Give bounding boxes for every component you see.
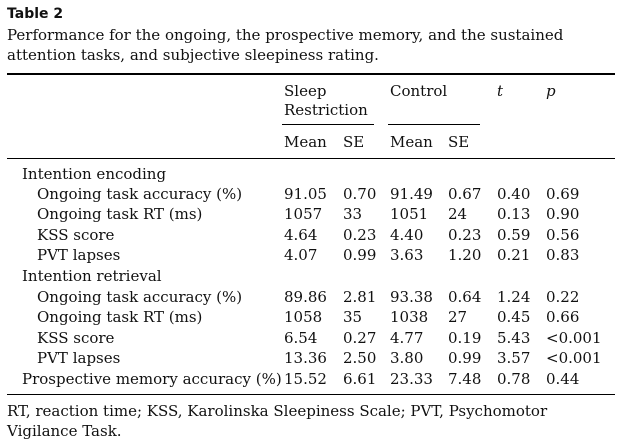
cell-c-se: 0.99 (448, 349, 482, 367)
cell-sr-mean: 15.52 (284, 370, 327, 388)
cell-sr-mean: 4.64 (284, 226, 318, 244)
cell-c-se: 7.48 (448, 370, 482, 388)
cell-sr-mean: 89.86 (284, 288, 327, 306)
group-rule-sleep (282, 124, 374, 125)
cell-sr-se: 33 (343, 205, 363, 223)
cell-c-se: 0.64 (448, 288, 482, 306)
header-rule (7, 158, 615, 159)
cell-t: 0.59 (497, 226, 531, 244)
section-intention-retrieval: Intention retrieval (22, 267, 162, 285)
header-sleep-restriction-2: Restriction (284, 101, 368, 119)
subheader-mean-sleep: Mean (284, 133, 327, 151)
row-label: Prospective memory accuracy (%) (22, 370, 282, 388)
cell-c-mean: 4.77 (390, 329, 424, 347)
cell-t: 0.21 (497, 246, 531, 264)
cell-c-mean: 1038 (390, 308, 429, 326)
cell-p: 0.56 (546, 226, 580, 244)
cell-c-se: 27 (448, 308, 468, 326)
cell-p: 0.44 (546, 370, 580, 388)
cell-sr-se: 0.23 (343, 226, 377, 244)
cell-c-mean: 1051 (390, 205, 429, 223)
header-control: Control (390, 82, 448, 100)
row-label: Ongoing task accuracy (%) (37, 288, 243, 306)
cell-sr-mean: 91.05 (284, 185, 327, 203)
row-label: Ongoing task RT (ms) (37, 205, 203, 223)
cell-c-mean: 23.33 (390, 370, 433, 388)
cell-sr-mean: 1058 (284, 308, 323, 326)
cell-sr-se: 35 (343, 308, 363, 326)
cell-t: 3.57 (497, 349, 531, 367)
header-t: t (497, 82, 504, 100)
cell-sr-mean: 13.36 (284, 349, 327, 367)
cell-t: 1.24 (497, 288, 531, 306)
cell-t: 0.13 (497, 205, 531, 223)
table-footnote: RT, reaction time; KSS, Karolinska Sleepiness Scale; PVT, Psychomotor Vigilance Task. (7, 402, 548, 440)
row-label: Ongoing task RT (ms) (37, 308, 203, 326)
cell-t: 0.45 (497, 308, 531, 326)
bottom-rule (7, 394, 615, 395)
row-label: Ongoing task accuracy (%) (37, 185, 243, 203)
cell-c-se: 0.67 (448, 185, 482, 203)
cell-sr-se: 0.70 (343, 185, 377, 203)
row-label: KSS score (37, 226, 115, 244)
cell-sr-mean: 1057 (284, 205, 323, 223)
group-rule-control (388, 124, 480, 125)
cell-c-se: 24 (448, 205, 468, 223)
cell-sr-mean: 4.07 (284, 246, 318, 264)
cell-sr-se: 2.50 (343, 349, 377, 367)
cell-sr-se: 0.27 (343, 329, 377, 347)
cell-t: 0.40 (497, 185, 531, 203)
table-label: Table 2 (7, 6, 64, 22)
row-label: PVT lapses (37, 246, 121, 264)
cell-c-mean: 4.40 (390, 226, 424, 244)
header-p: p (546, 82, 556, 100)
section-intention-encoding: Intention encoding (22, 165, 167, 183)
cell-c-mean: 91.49 (390, 185, 433, 203)
cell-p: 0.22 (546, 288, 580, 306)
cell-c-mean: 3.80 (390, 349, 424, 367)
header-sleep-restriction-1: Sleep (284, 82, 327, 100)
cell-c-mean: 93.38 (390, 288, 433, 306)
row-label: PVT lapses (37, 349, 121, 367)
cell-p: 0.66 (546, 308, 580, 326)
cell-p: 0.90 (546, 205, 580, 223)
cell-p: <0.001 (546, 349, 602, 367)
cell-sr-se: 0.99 (343, 246, 377, 264)
cell-c-mean: 3.63 (390, 246, 424, 264)
cell-p: <0.001 (546, 329, 602, 347)
cell-t: 5.43 (497, 329, 531, 347)
cell-sr-mean: 6.54 (284, 329, 318, 347)
cell-p: 0.69 (546, 185, 580, 203)
cell-sr-se: 6.61 (343, 370, 377, 388)
cell-c-se: 0.23 (448, 226, 482, 244)
subheader-se-sleep: SE (343, 133, 365, 151)
cell-t: 0.78 (497, 370, 531, 388)
subheader-se-control: SE (448, 133, 470, 151)
cell-sr-se: 2.81 (343, 288, 377, 306)
row-label: KSS score (37, 329, 115, 347)
subheader-mean-control: Mean (390, 133, 433, 151)
cell-p: 0.83 (546, 246, 580, 264)
cell-c-se: 0.19 (448, 329, 482, 347)
top-rule (7, 73, 615, 75)
table-caption: Performance for the ongoing, the prospective memory, and the sustained attention tasks, and subjective sleepiness rating. (7, 26, 564, 64)
cell-c-se: 1.20 (448, 246, 482, 264)
